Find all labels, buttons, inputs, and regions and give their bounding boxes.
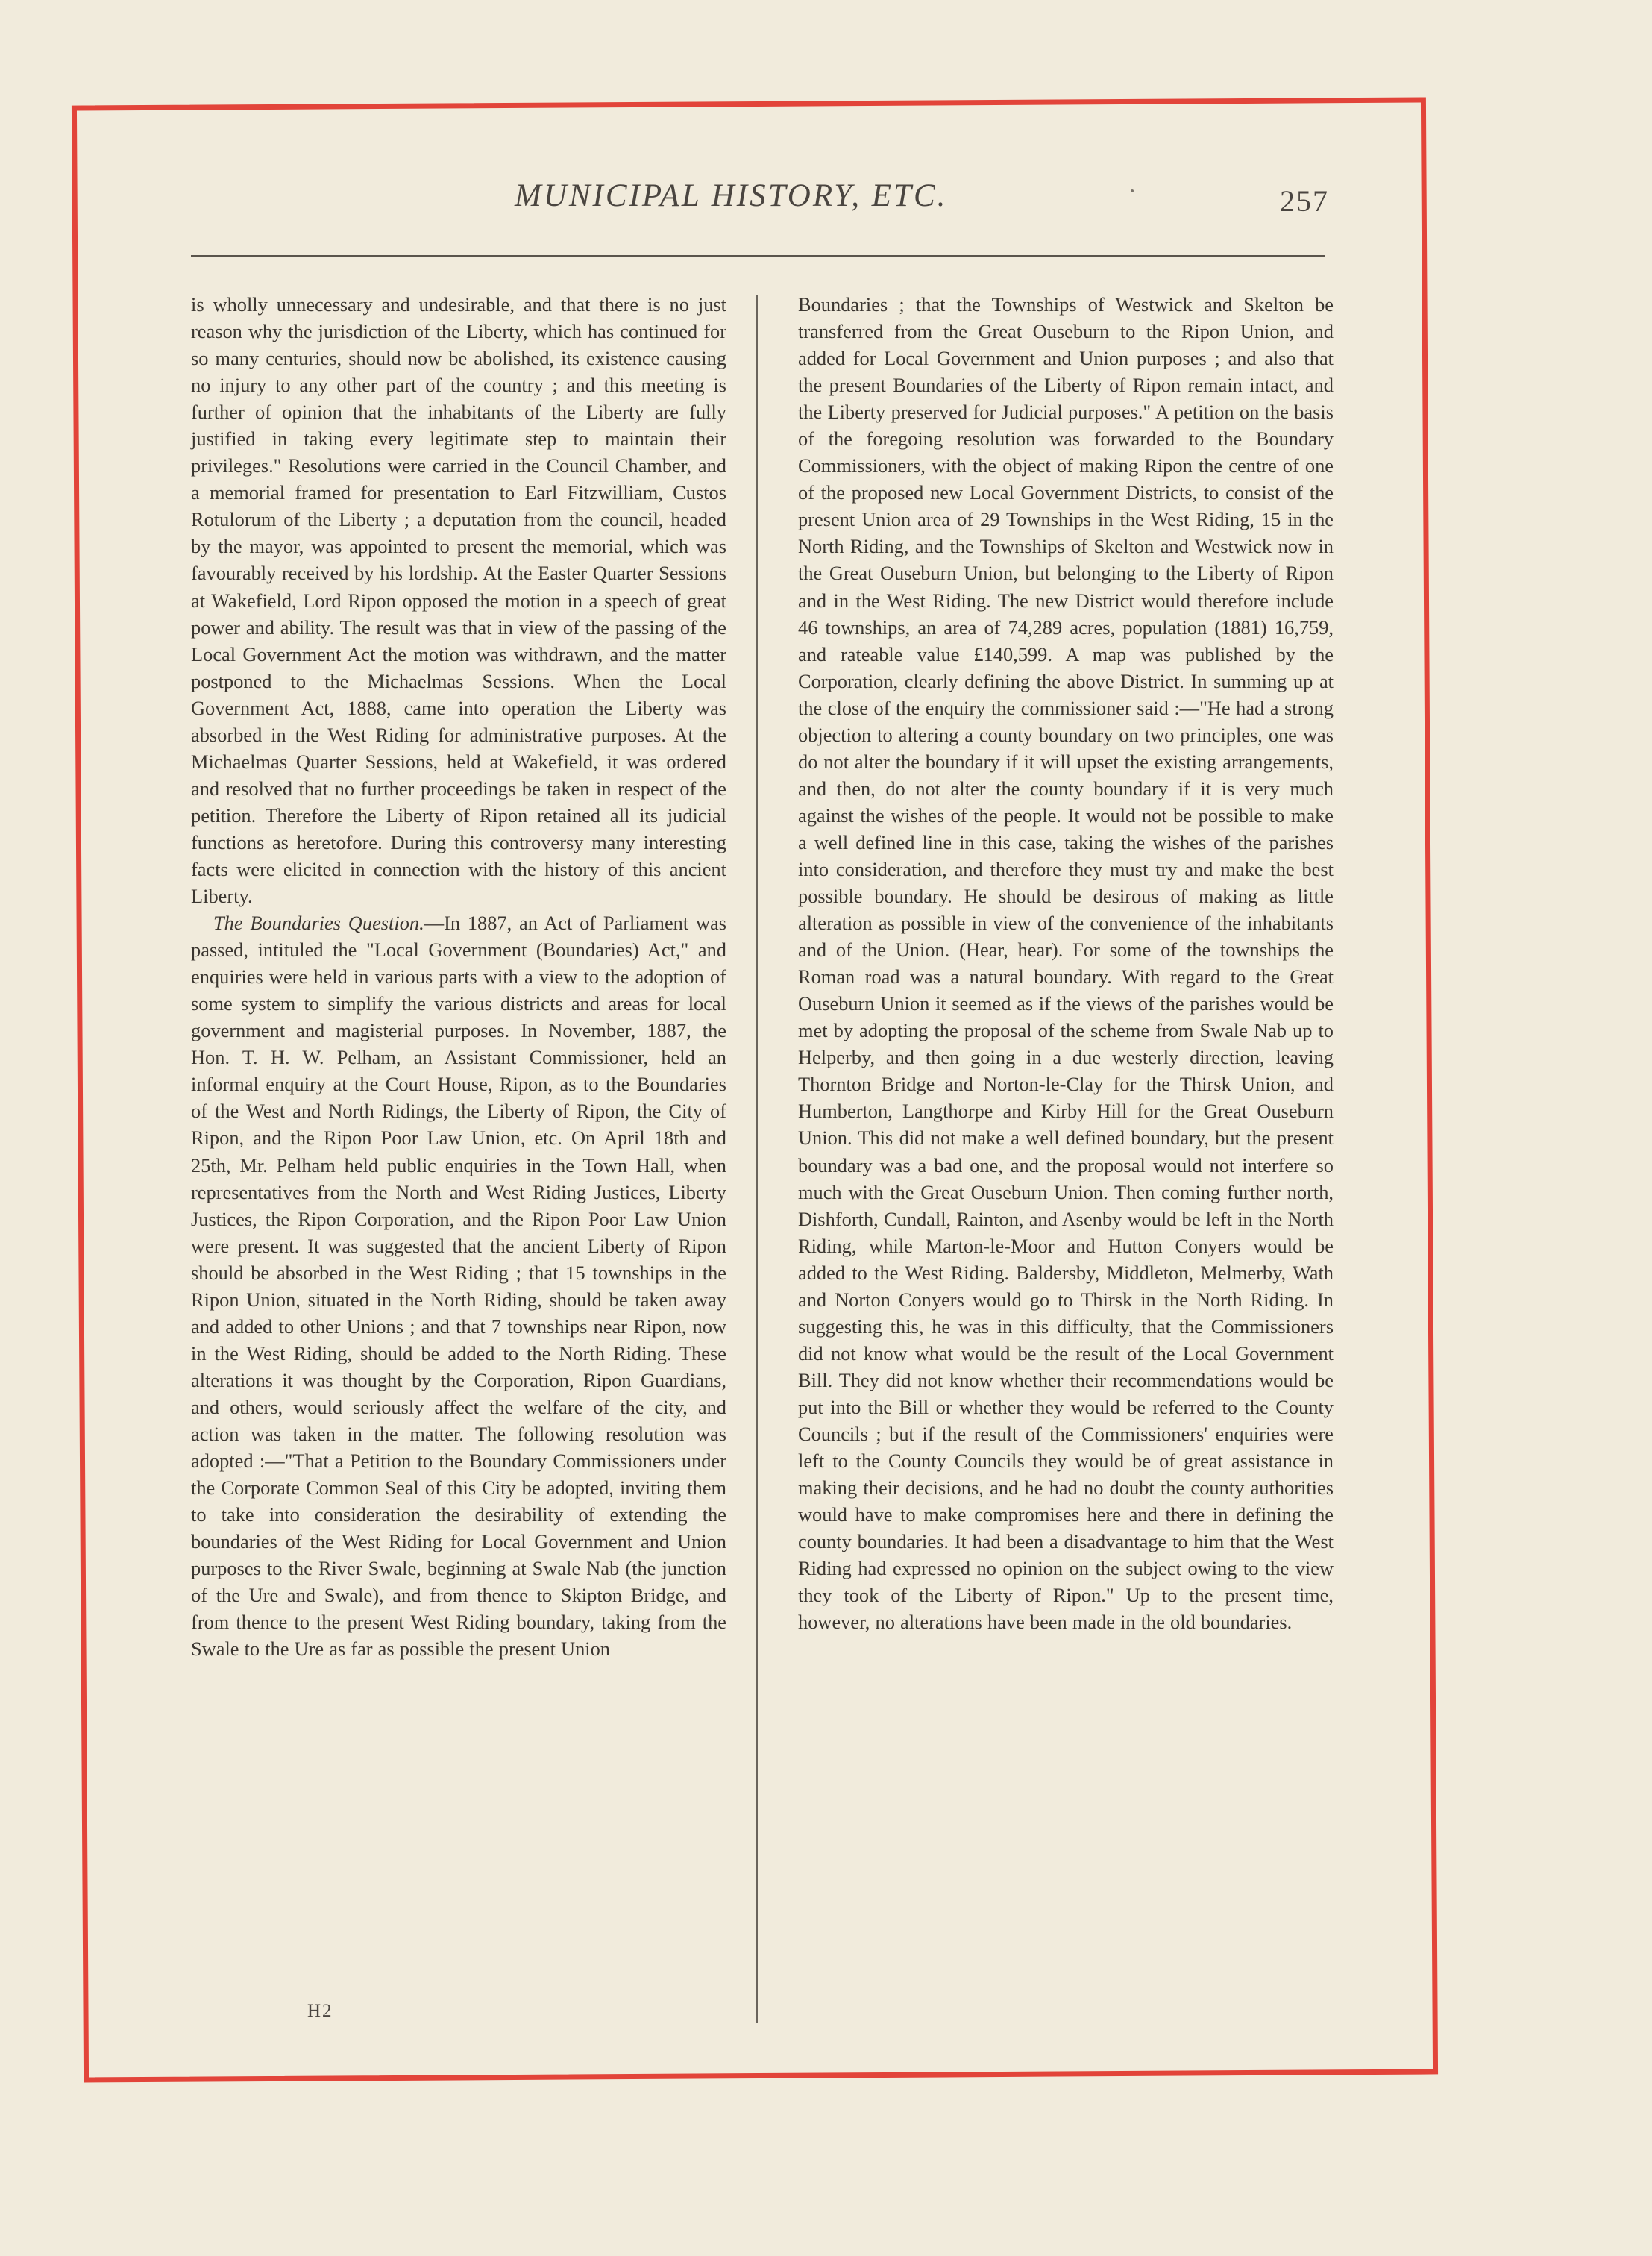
printer-dot <box>1131 189 1134 192</box>
left-paragraph-continued: is wholly unnecessary and undesirable, and that there is no just reason why the jurisdiction of the Liberty, which has continued for so many centuries, should now be abolished, its existence causing no injury to any other part of the country ; and this meeting is further of opinion that the inhabitants of the Liberty are fully justified in taking every legitimate step to maintain their privileges." Resolutions were carried in the Council Chamber, and a memorial framed for presentation to Earl Fitzwilliam, Custos Rotulorum of the Liberty ; a deputation from the council, headed by the mayor, was appointed to present the memorial, which was favourably received by his lordship. At the Easter Quarter Sessions at Wakefield, Lord Ripon opposed the motion in a speech of great power and ability. The result was that in view of the passing of the Local Government Act the motion was withdrawn, and the matter postponed to the Michaelmas Sessions. When the Local Government Act, 1888, came into operation the Liberty was absorbed in the West Riding for administrative purposes. At the Michaelmas Quarter Sessions, held at Wakefield, it was ordered and resolved that no further proceedings be taken in respect of the petition. Therefore the Liberty of Ripon retained all its judicial functions as heretofore. During this controversy many interesting facts were elicited in connection with the history of this ancient Liberty. <box>191 293 726 908</box>
signature-mark: H2 <box>307 2001 333 2021</box>
section-heading-boundaries-question: The Boundaries Question. <box>213 912 424 935</box>
header-rule <box>191 255 1325 257</box>
boundaries-question-text: —In 1887, an Act of Parliament was passed, intituled the "Local Government (Boundaries) Act," and enquiries were held in various parts with a view to the adoption of some system to simplify the various districts and areas for local government and magisterial purposes. In November, 1887, the Hon. T. H. W. Pelham, an Assistant Commissioner, held an informal enquiry at the Court House, Ripon, as to the Boundaries of the West and North Ridings, the Liberty of Ripon, the City of Ripon, and the Ripon Poor Law Union, etc. On April 18th and 25th, Mr. Pelham held public enquiries in the Town Hall, when representatives from the North and West Riding Justices, Liberty Justices, the Ripon Corporation, and the Ripon Poor Law Union were present. It was suggested that the ancient Liberty of Ripon should be absorbed in the West Riding ; that 15 townships in the Ripon Union, situated in the North Riding, should be taken away and added to other Unions ; and that 7 townships near Ripon, now in the West Riding, should be added to the North Riding. These alterations it was thought by the Corporation, Ripon Guardians, and others, would seriously affect the welfare of the city, and action was taken in the matter. The following resolution was adopted :—"That a Petition to the Boundary Commissioners under the Corporate Common Seal of this City be adopted, inviting them to take into consideration the desirability of extending the boundaries of the West Riding for Local Government and Union purposes to the River Swale, beginning at Swale Nab (the junction of the Ure and Swale), and from thence to Skipton Bridge, and from thence to the present West Riding boundary, taking from the Swale to the Ure as far as possible the present Union <box>191 912 726 1661</box>
page-number: 257 <box>1280 184 1329 218</box>
right-paragraph: Boundaries ; that the Townships of Westwick and Skelton be transferred from the Great Ouseburn to the Ripon Union, and added for Local Government and Union purposes ; and also that the present Boundaries of the Liberty of Ripon remain intact, and the Liberty preserved for Judicial purposes." A petition on the basis of the foregoing resolution was forwarded to the Boundary Commissioners, with the object of making Ripon the centre of one of the proposed new Local Government Districts, to consist of the present Union area of 29 Townships in the West Riding, 15 in the North Riding, and the Townships of Skelton and Westwick now in the Great Ouseburn Union, but belonging to the Liberty of Ripon and in the West Riding. The new District would therefore include 46 townships, an area of 74,289 acres, population (1881) 16,759, and rateable value £140,599. A map was published by the Corporation, clearly defining the above District. In summing up at the close of the enquiry the commissioner said :—"He had a strong objection to altering a county boundary on two principles, one was do not alter the boundary if it will upset the existing arrangements, and then, do not alter the county boundary if it is very much against the wishes of the people. It would not be possible to make a well defined line in this case, taking the wishes of the parishes into consideration, and therefore they must try and make the best possible boundary. He should be desirous of making as little alteration as possible in view of the convenience of the inhabitants and of the Union. (Hear, hear). For some of the townships the Roman road was a natural boundary. With regard to the Great Ouseburn Union it seemed as if the views of the parishes would be met by adopting the proposal of the scheme from Swale Nab up to Helperby, and then going in a due westerly direction, leaving Thornton Bridge and Norton-le-Clay for the Thirsk Union, and Humberton, Langthorpe and Kirby Hill for the Great Ouseburn Union. This did not make a well defined boundary, but the present boundary was a bad one, and the proposal would not interfere so much with the Great Ouseburn Union. Then coming further north, Dishforth, Cundall, Rainton, and Asenby would be left in the North Riding, while Marton-le-Moor and Hutton Conyers would be added to the West Riding. Baldersby, Middleton, Melmerby, Wath and Norton Conyers would go to Thirsk in the North Riding. In suggesting this, he was in this difficulty, that the Commissioners did not know what would be the result of the Local Government Bill. They did not know whether their recommendations would be put into the Bill or whether they would be referred to the County Councils ; but if the result of the Commissioners' enquiries were left to the County Councils they would be of great assistance in making their decisions, and he had no doubt the county authorities would have to make compromises here and there in defining the county boundaries. It had been a disadvantage to him that the West Riding had expressed no opinion on the subject owing to the view they took of the Liberty of Ripon." Up to the present time, however, no alterations have been made in the old boundaries. <box>798 293 1334 1634</box>
column-divider <box>756 295 758 2023</box>
right-column <box>798 291 1334 1635</box>
running-head: MUNICIPAL HISTORY, ETC. <box>515 178 948 213</box>
boundaries-question-paragraph <box>191 909 726 1662</box>
left-column <box>191 291 726 1662</box>
